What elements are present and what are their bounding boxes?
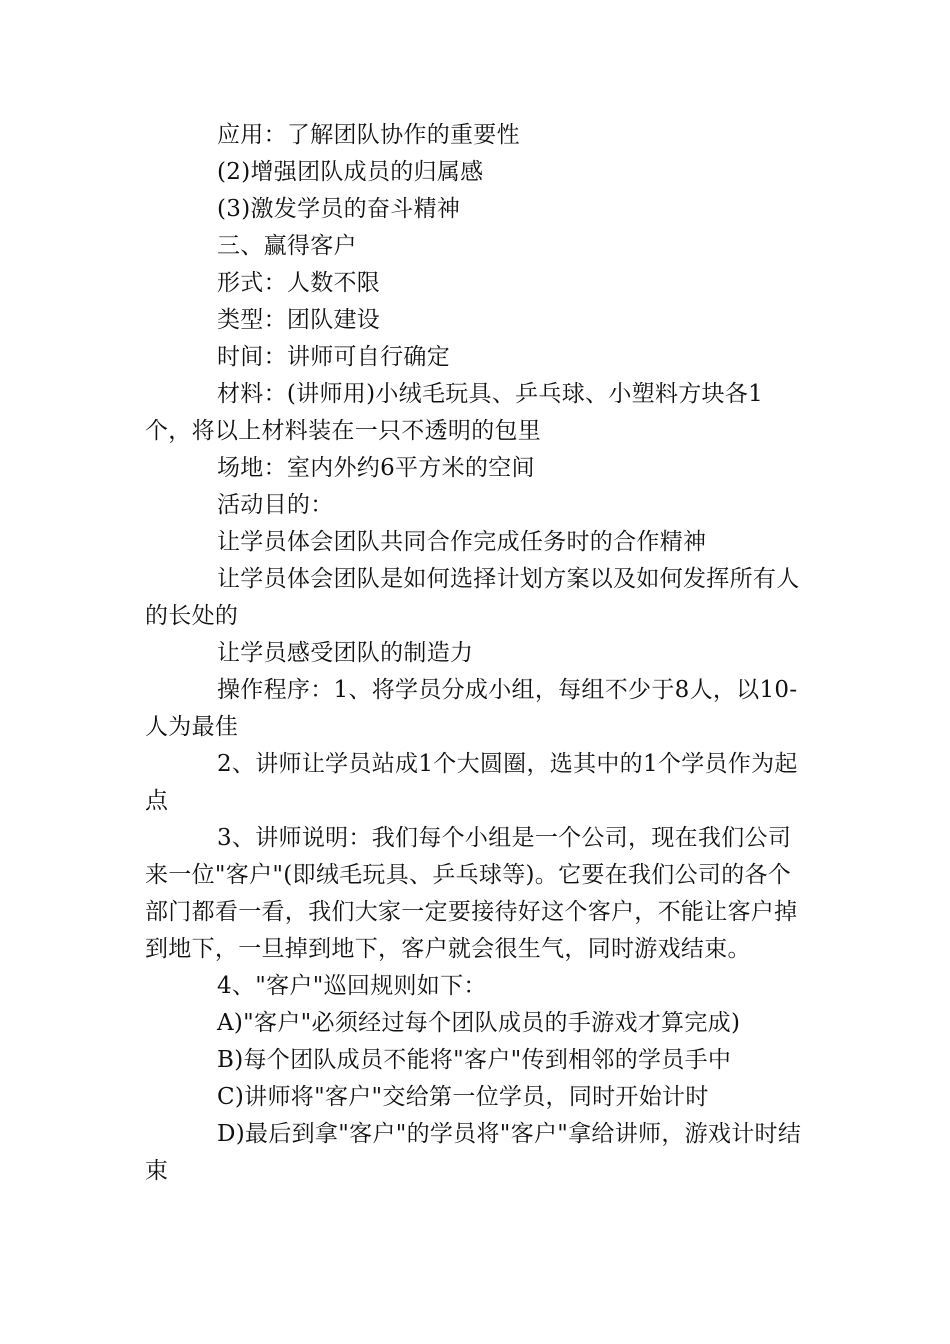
paragraph-spirit: (3)激发学员的奋斗精神 [217, 196, 461, 222]
document-body [145, 117, 807, 1190]
paragraph-procedure-1: 操作程序：1、将学员分成小组，每组不少于8人，以10-人为最佳 [145, 677, 798, 740]
paragraph-purpose-2: 让学员体会团队是如何选择计划方案以及如何发挥所有人的长处的 [145, 566, 800, 629]
section-heading-win-customer: 三、赢得客户 [217, 233, 357, 259]
paragraph-belonging: (2)增强团队成员的归属感 [217, 159, 484, 185]
paragraph-materials: 材料：(讲师用)小绒毛玩具、乒乓球、小塑料方块各1个，将以上材料装在一只不透明的包里 [145, 381, 764, 444]
paragraph-procedure-3: 3、讲师说明：我们每个小组是一个公司，现在我们公司来一位"客户"(即绒毛玩具、乒乓球等)。它要在我们公司的各个部门都看一看，我们大家一定要接待好这个客户，不能让客户掉到地下，一旦掉到地下，客户就会很生气，同时游戏结束。 [145, 825, 798, 962]
paragraph-rule-d: D)最后到拿"客户"的学员将"客户"拿给讲师，游戏计时结束 [145, 1121, 802, 1184]
paragraph-time: 时间：讲师可自行确定 [217, 344, 450, 370]
paragraph-procedure-4: 4、"客户"巡回规则如下： [217, 973, 487, 999]
paragraph-application: 应用：了解团队协作的重要性 [217, 122, 520, 148]
paragraph-rule-a: A)"客户"必须经过每个团队成员的手游戏才算完成) [217, 1010, 741, 1036]
paragraph-venue: 场地：室内外约6平方米的空间 [217, 455, 535, 481]
paragraph-purpose-heading: 活动目的： [217, 492, 334, 518]
paragraph-purpose-1: 让学员体会团队共同合作完成任务时的合作精神 [217, 529, 707, 555]
paragraph-procedure-2: 2、讲师让学员站成1个大圆圈，选其中的1个学员作为起点 [145, 751, 798, 814]
paragraph-rule-c: C)讲师将"客户"交给第一位学员，同时开始计时 [217, 1084, 709, 1110]
paragraph-purpose-3: 让学员感受团队的制造力 [217, 640, 474, 666]
paragraph-type: 类型：团队建设 [217, 307, 381, 333]
paragraph-rule-b: B)每个团队成员不能将"客户"传到相邻的学员手中 [217, 1047, 732, 1073]
paragraph-form: 形式：人数不限 [217, 270, 381, 296]
